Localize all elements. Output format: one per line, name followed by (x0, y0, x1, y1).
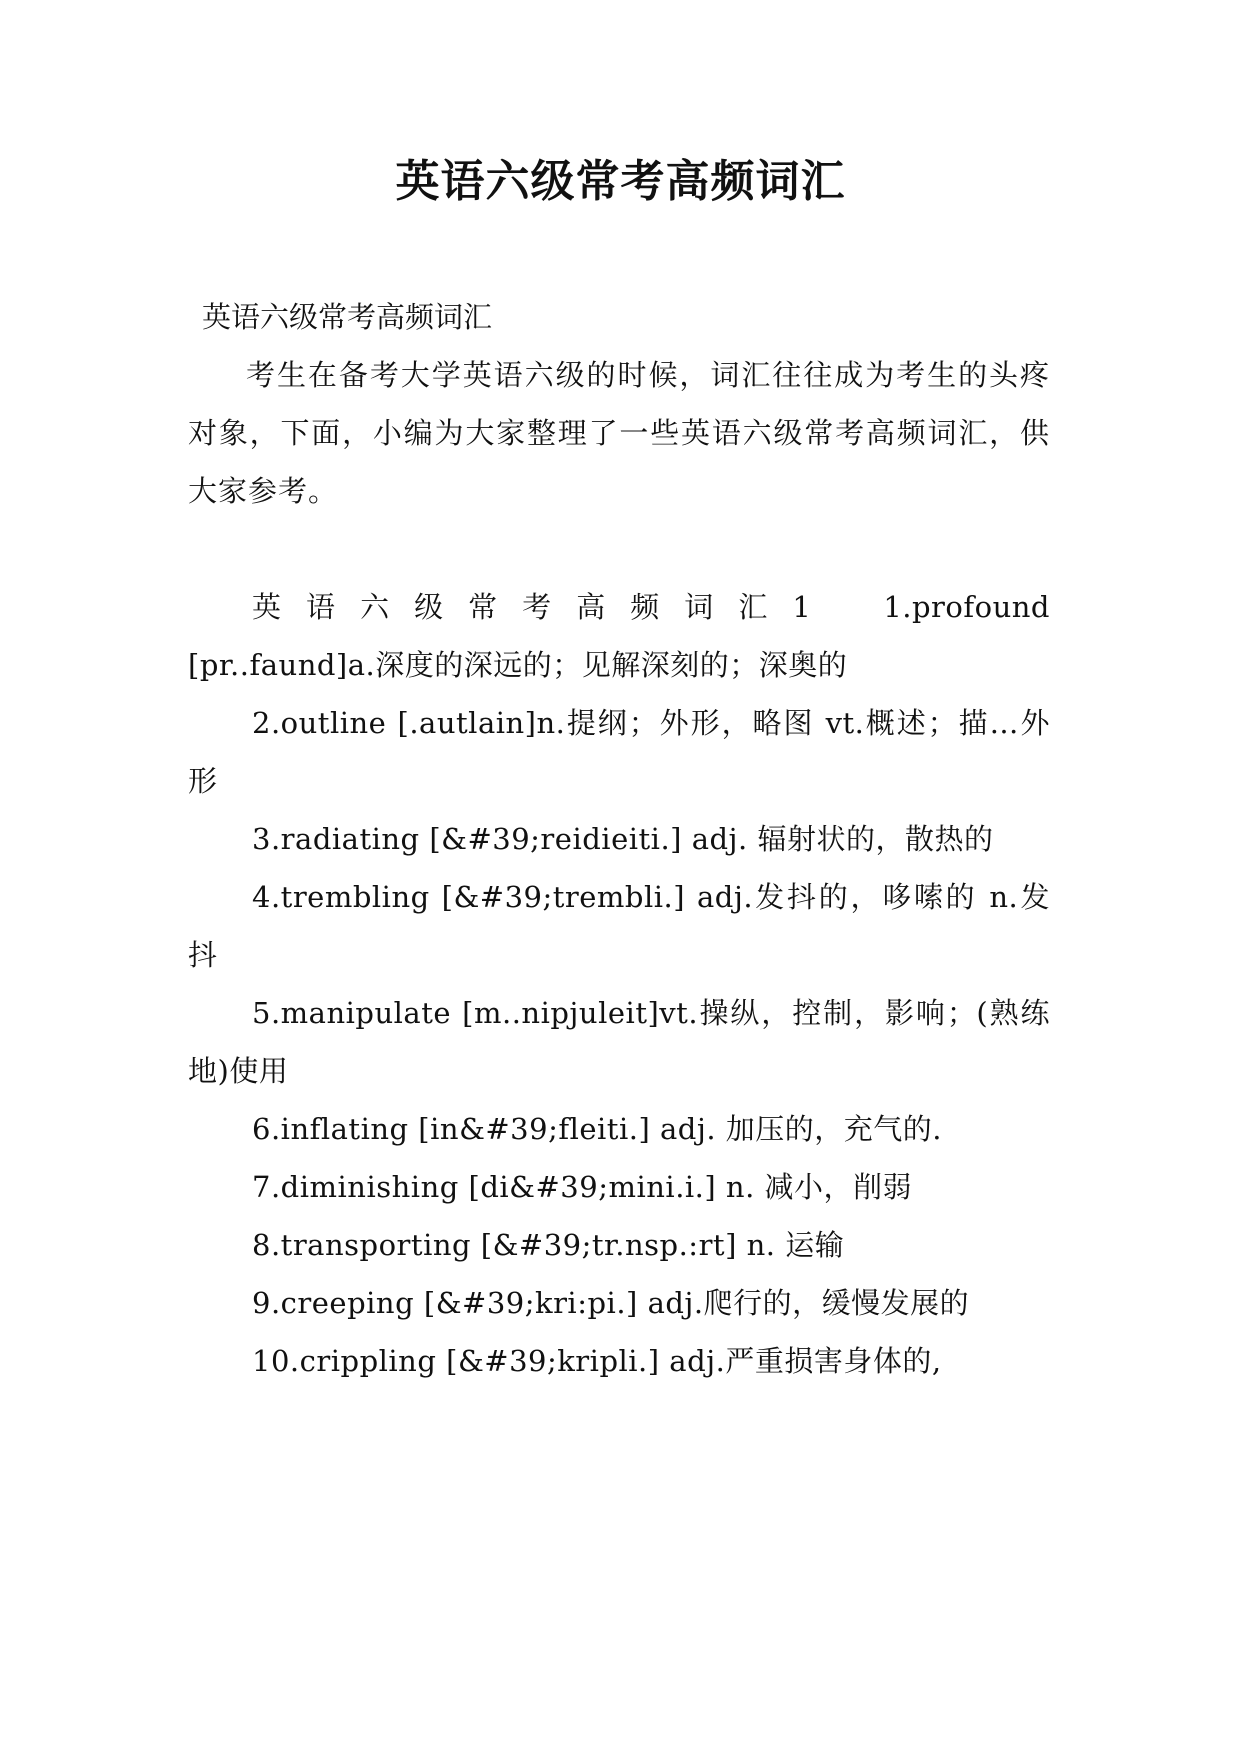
vocab-entry: 10.crippling [&#39;kripli.] adj.严重损害身体的, (252, 1344, 942, 1378)
vocab-entry: 2.outline [.autlain]n.提纲；外形，略图 vt.概述；描…外形 (188, 706, 1050, 798)
vocab-section-heading: 英 语 六 级 常 考 高 频 词 汇 1 (252, 590, 812, 624)
vocab-entry-text: 1.profound [pr..faund]a.深度的深远的；见解深刻的；深奥的 (188, 590, 1050, 682)
vocab-entry (188, 578, 1050, 694)
intro-paragraph: 考生在备考大学英语六级的时候，词汇往往成为考生的头疼对象，下面，小编为大家整理了一些英语六级常考高频词汇，供大家参考。 (188, 358, 1050, 508)
document-title: 英语六级常考高频词汇 (395, 156, 846, 207)
vocab-entry: 6.inflating [in&#39;fleiti.] adj. 加压的，充气的. (252, 1112, 942, 1146)
vocab-entry: 4.trembling [&#39;trembli.] adj.发抖的，哆嗦的 n.发抖 (188, 880, 1050, 972)
vocab-entry: 3.radiating [&#39;reidieiti.] adj. 辐射状的，散热的 (252, 822, 994, 856)
vocab-entry: 7.diminishing [di&#39;mini.i.] n. 减小，削弱 (252, 1170, 913, 1204)
article-subheading: 英语六级常考高频词汇 (202, 300, 493, 334)
vocab-entry: 8.transporting [&#39;tr.nsp.:rt] n. 运输 (252, 1228, 845, 1262)
document-body (188, 288, 1050, 1390)
vocab-entry: 5.manipulate [m..nipjuleit]vt.操纵，控制，影响；(熟练地)使用 (188, 996, 1050, 1088)
vocab-entry: 9.creeping [&#39;kri:pi.] adj.爬行的，缓慢发展的 (252, 1286, 970, 1320)
